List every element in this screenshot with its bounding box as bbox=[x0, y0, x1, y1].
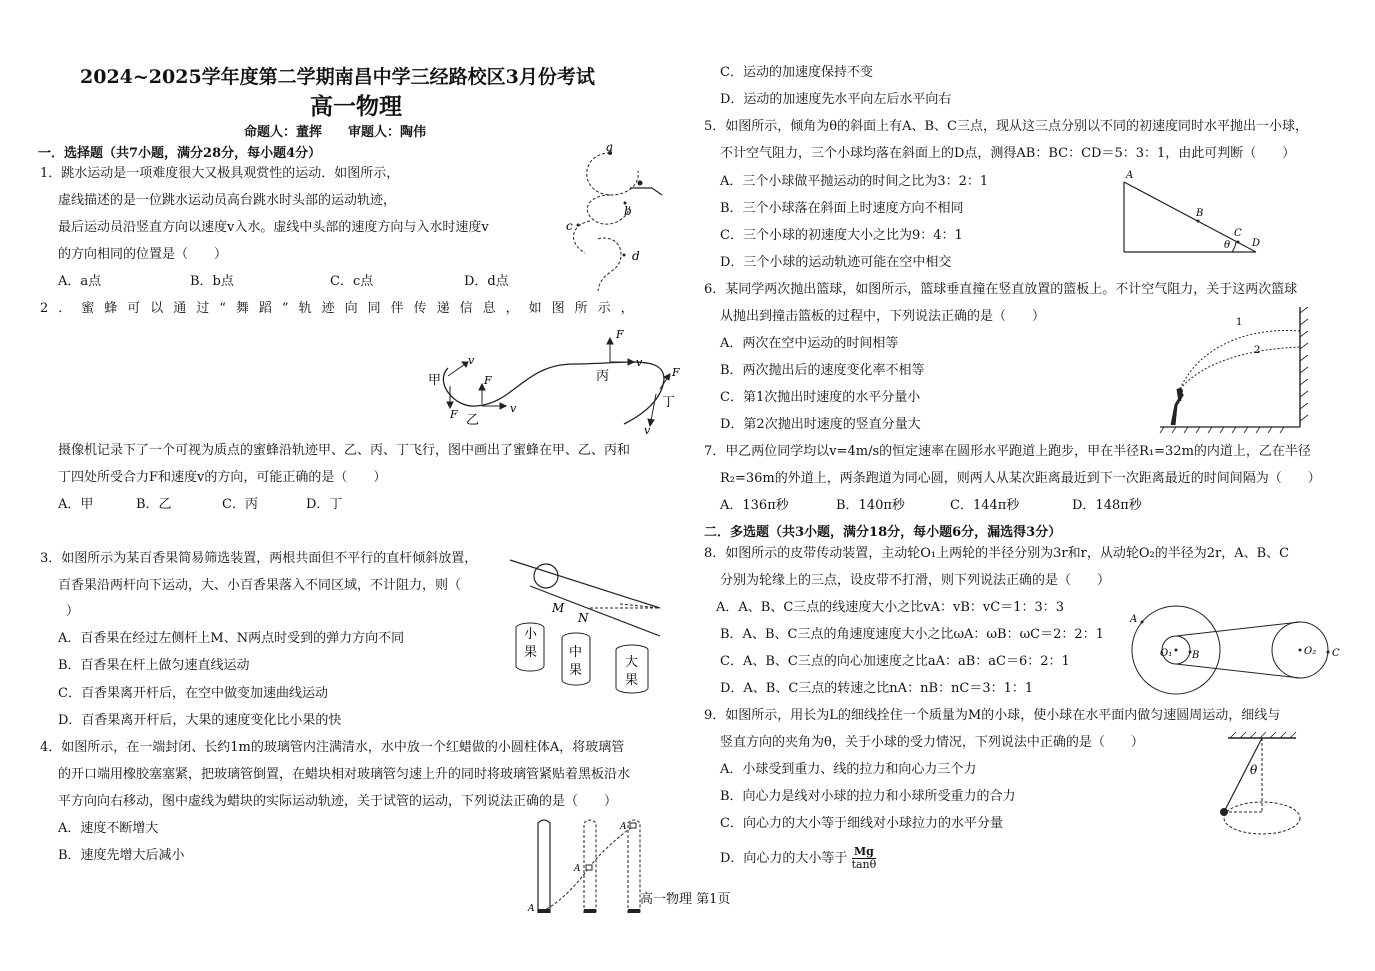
option-a: A．百香果在经过左侧杆上M、N两点时受到的弹力方向不同 bbox=[58, 631, 405, 646]
label-c: c bbox=[566, 219, 573, 233]
label-theta: θ bbox=[1224, 240, 1231, 251]
option-c: C．c点 bbox=[330, 274, 374, 289]
option-b: B．乙 bbox=[136, 497, 172, 512]
label-bing: 丙 bbox=[596, 369, 610, 384]
question-2-line: 2．蜜蜂可以通过“舞蹈”轨迹向同伴传递信息，如图所示， bbox=[40, 301, 644, 316]
exam-title: 2024~2025学年度第二学期南昌中学三经路校区3月份考试 bbox=[80, 66, 595, 88]
question-3-line: 3．如图所示为某百香果简易筛选装置，两根共面但不平行的直杆倾斜放置， bbox=[40, 551, 478, 566]
option-b: B．三个小球落在斜面上时速度方向不相同 bbox=[720, 201, 964, 216]
option-a: A．速度不断增大 bbox=[58, 821, 159, 836]
label-b: B bbox=[1192, 650, 1200, 661]
diving-trajectory-figure bbox=[560, 140, 670, 293]
option-a: A．A、B、C三点的线速度大小之比vA：vB：vC＝1：3：3 bbox=[716, 600, 1065, 615]
question-6-line: 6．某同学两次抛出篮球，如图所示，篮球垂直撞在竖直放置的篮板上。不计空气阻力，关于这两次篮球 bbox=[704, 282, 1298, 297]
option-a: A．三个小球做平抛运动的时间之比为3：2：1 bbox=[720, 174, 989, 189]
option-d: D．第2次抛出时速度的竖直分量大 bbox=[720, 417, 921, 432]
section-2-title: 二．多选题（共3小题，满分18分，每小题6分，漏选得3分） bbox=[704, 525, 1062, 540]
label-f: F bbox=[484, 374, 492, 387]
question-1-line: 最后运动员沿竖直方向以速度v入水。虚线中头部的速度方向与入水时速度v bbox=[58, 220, 489, 235]
question-6-line: 从抛出到撞击篮板的过程中，下列说法正确的是（ ） bbox=[720, 309, 1046, 324]
label-a: a bbox=[606, 140, 614, 154]
option-b: B．百香果在杆上做匀速直线运动 bbox=[58, 658, 250, 673]
question-8-line: 分别为轮缘上的三点，设皮带不打滑，则下列说法正确的是（ ） bbox=[720, 573, 1111, 588]
label-v: v bbox=[510, 402, 517, 415]
option-b: B．速度先增大后减小 bbox=[58, 848, 185, 863]
label-mid-bin: 果 bbox=[569, 663, 583, 678]
option-c: C．百香果离开杆后，在空中做变加速曲线运动 bbox=[58, 686, 328, 701]
question-5-line: 不计空气阻力，三个小球均落在斜面上的D点，测得AB：BC：CD＝5：3：1，由此可判断（ ） bbox=[720, 146, 1296, 161]
label-small-bin: 小 bbox=[524, 627, 538, 642]
label-n: N bbox=[578, 611, 589, 625]
fraction bbox=[852, 846, 877, 871]
option-b: B．A、B、C三点的角速度速度大小之比ωA：ωB：ωC＝2：2：1 bbox=[720, 627, 1104, 642]
label-b: B bbox=[1196, 208, 1204, 219]
label-v: v bbox=[636, 356, 643, 369]
label-jia: 甲 bbox=[428, 373, 442, 388]
label-a: A bbox=[574, 864, 581, 874]
option-d: D．百香果离开杆后，大果的速度变化比小果的快 bbox=[58, 713, 342, 728]
option-a: A．a点 bbox=[58, 274, 102, 289]
glass-tube-figure bbox=[528, 815, 658, 920]
option-c: C．A、B、C三点的向心加速度之比aA：aB：aC＝6：2：1 bbox=[720, 654, 1070, 669]
label-c: C bbox=[1332, 648, 1340, 659]
question-2-line: 丁四处所受合力F和速度v的方向，可能正确的是（ ） bbox=[58, 470, 387, 485]
label-a: A bbox=[1130, 614, 1138, 625]
label-big-bin: 大 bbox=[625, 655, 639, 670]
question-9-line: 竖直方向的夹角为θ，关于小球的受力情况，下列说法中正确的是（ ） bbox=[720, 735, 1144, 750]
label-m: M bbox=[552, 601, 565, 615]
section-1-title: 一．选择题（共7小题，满分28分，每小题4分） bbox=[38, 146, 322, 161]
option-c: C．三个小球的初速度大小之比为9：4：1 bbox=[720, 228, 963, 243]
question-1-line: 的方向相同的位置是（ ） bbox=[58, 247, 228, 262]
option-a: A．136π秒 bbox=[720, 498, 789, 513]
option-c: C．运动的加速度保持不变 bbox=[720, 65, 873, 80]
question-4-line: 平方向向右移动，图中虚线为蜡块的实际运动轨迹，关于试管的运动，下列说法正确的是（ ） bbox=[58, 794, 618, 809]
option-b: B．140π秒 bbox=[836, 498, 905, 513]
label-mid-bin: 中 bbox=[569, 645, 583, 660]
option-a: A．甲 bbox=[58, 497, 94, 512]
question-3-line: 百香果沿两杆向下运动，大、小百香果落入不同区域，不计阻力，则（ bbox=[58, 578, 462, 593]
label-big-bin: 果 bbox=[625, 673, 639, 688]
option-d: D．d点 bbox=[464, 274, 509, 289]
label-f: F bbox=[616, 328, 624, 341]
label-o1: O₁ bbox=[1160, 648, 1173, 659]
option-d bbox=[720, 846, 876, 871]
question-3-line: ） bbox=[66, 604, 80, 619]
label-theta: θ bbox=[1250, 763, 1258, 777]
question-5-line: 5．如图所示，倾角为θ的斜面上有A、B、C三点，现从这三点分别以不同的初速度同时水平抛出一小球， bbox=[704, 119, 1308, 134]
label-c: C bbox=[1234, 228, 1242, 239]
question-7-line: R₂=36m的外道上，两条跑道为同心圆，则两人从某次距离最近到下一次距离最近的时间间隔为（ ） bbox=[720, 471, 1321, 486]
subject-title: 高一物理 bbox=[310, 93, 402, 120]
option-c: C．144π秒 bbox=[950, 498, 1020, 513]
option-b: B．两次抛出后的速度变化率不相等 bbox=[720, 363, 925, 378]
option-d: D．运动的加速度先水平向左后水平向右 bbox=[720, 92, 952, 107]
question-9-line: 9．如图所示，用长为L的细线拴住一个质量为M的小球，使小球在水平面内做匀速圆周运动，细线与 bbox=[704, 708, 1281, 723]
option-a: A．两次在空中运动的时间相等 bbox=[720, 336, 899, 351]
option-c: C．丙 bbox=[222, 497, 258, 512]
option-d: D．丁 bbox=[306, 497, 343, 512]
label-2: 2 bbox=[1254, 345, 1261, 356]
label-ding: 丁 bbox=[662, 395, 676, 410]
page-footer: 高一物理 第1页 bbox=[640, 892, 731, 907]
option-b: B．向心力是线对小球的拉力和小球所受重力的合力 bbox=[720, 789, 1016, 804]
label-1: 1 bbox=[1236, 317, 1243, 328]
option-c: C．向心力的大小等于细线对小球拉力的水平分量 bbox=[720, 816, 1003, 831]
basketball-figure bbox=[1160, 305, 1320, 430]
incline-figure bbox=[1118, 168, 1268, 258]
fraction-denominator: tanθ bbox=[851, 858, 877, 871]
label-d: D bbox=[1252, 238, 1261, 249]
label-a: A bbox=[620, 822, 627, 832]
fraction-numerator: Mg bbox=[852, 846, 877, 859]
label-d: d bbox=[632, 249, 640, 263]
option-d: D．A、B、C三点的转速之比nA：nB：nC＝3：1：1 bbox=[720, 681, 1034, 696]
question-7-line: 7．甲乙两位同学均以v=4m/s的恒定速率在圆形水平跑道上跑步，甲在半径R₁=32m的内道上，乙在半径 bbox=[704, 444, 1311, 459]
belt-drive-figure bbox=[1128, 600, 1353, 700]
bee-trajectory-figure bbox=[424, 324, 684, 437]
label-small-bin: 果 bbox=[524, 645, 538, 660]
question-1-line: 1．跳水运动是一项难度很大又极具观赏性的运动．如图所示， bbox=[40, 166, 400, 181]
question-4-line: 的开口端用橡胶塞塞紧，把玻璃管倒置，在蜡块相对玻璃管匀速上升的同时将玻璃管紧贴着黑板沿水 bbox=[58, 767, 631, 782]
label-o2: O₂ bbox=[1304, 646, 1317, 657]
conical-pendulum-figure bbox=[1196, 734, 1306, 844]
question-2-line: 摄像机记录下了一个可视为质点的蜜蜂沿轨迹甲、乙、丙、丁飞行，图中画出了蜜蜂在甲、乙、丙和 bbox=[58, 443, 631, 458]
question-8-line: 8．如图所示的皮带传动装置，主动轮O₁上两轮的半径分别为3r和r，从动轮O₂的半径为2r，A、B、C bbox=[704, 546, 1290, 561]
label-f: F bbox=[450, 408, 458, 421]
option-d-text: D．向心力的大小等于 bbox=[720, 851, 848, 866]
option-d: D．三个小球的运动轨迹可能在空中相交 bbox=[720, 255, 952, 270]
label-b: b bbox=[624, 204, 632, 218]
fruit-sorter-figure bbox=[510, 556, 670, 696]
label-v: v bbox=[644, 424, 651, 437]
label-a: A bbox=[528, 904, 535, 914]
label-a: A bbox=[1126, 170, 1134, 181]
label-yi: 乙 bbox=[466, 413, 480, 428]
option-c: C．第1次抛出时速度的水平分量小 bbox=[720, 390, 921, 405]
option-a: A．小球受到重力、线的拉力和向心力三个力 bbox=[720, 762, 977, 777]
option-d: D．148π秒 bbox=[1072, 498, 1142, 513]
exam-authors: 命题人：董挥 审题人：陶伟 bbox=[244, 125, 427, 140]
option-b: B．b点 bbox=[190, 274, 234, 289]
question-4-line: 4．如图所示，在一端封闭、长约1m的玻璃管内注满清水，水中放一个红蜡做的小圆柱体A，将玻璃管 bbox=[40, 740, 625, 755]
label-v: v bbox=[468, 354, 475, 367]
question-1-line: 虚线描述的是一位跳水运动员高台跳水时头部的运动轨迹， bbox=[58, 193, 397, 208]
label-f: F bbox=[672, 366, 680, 379]
